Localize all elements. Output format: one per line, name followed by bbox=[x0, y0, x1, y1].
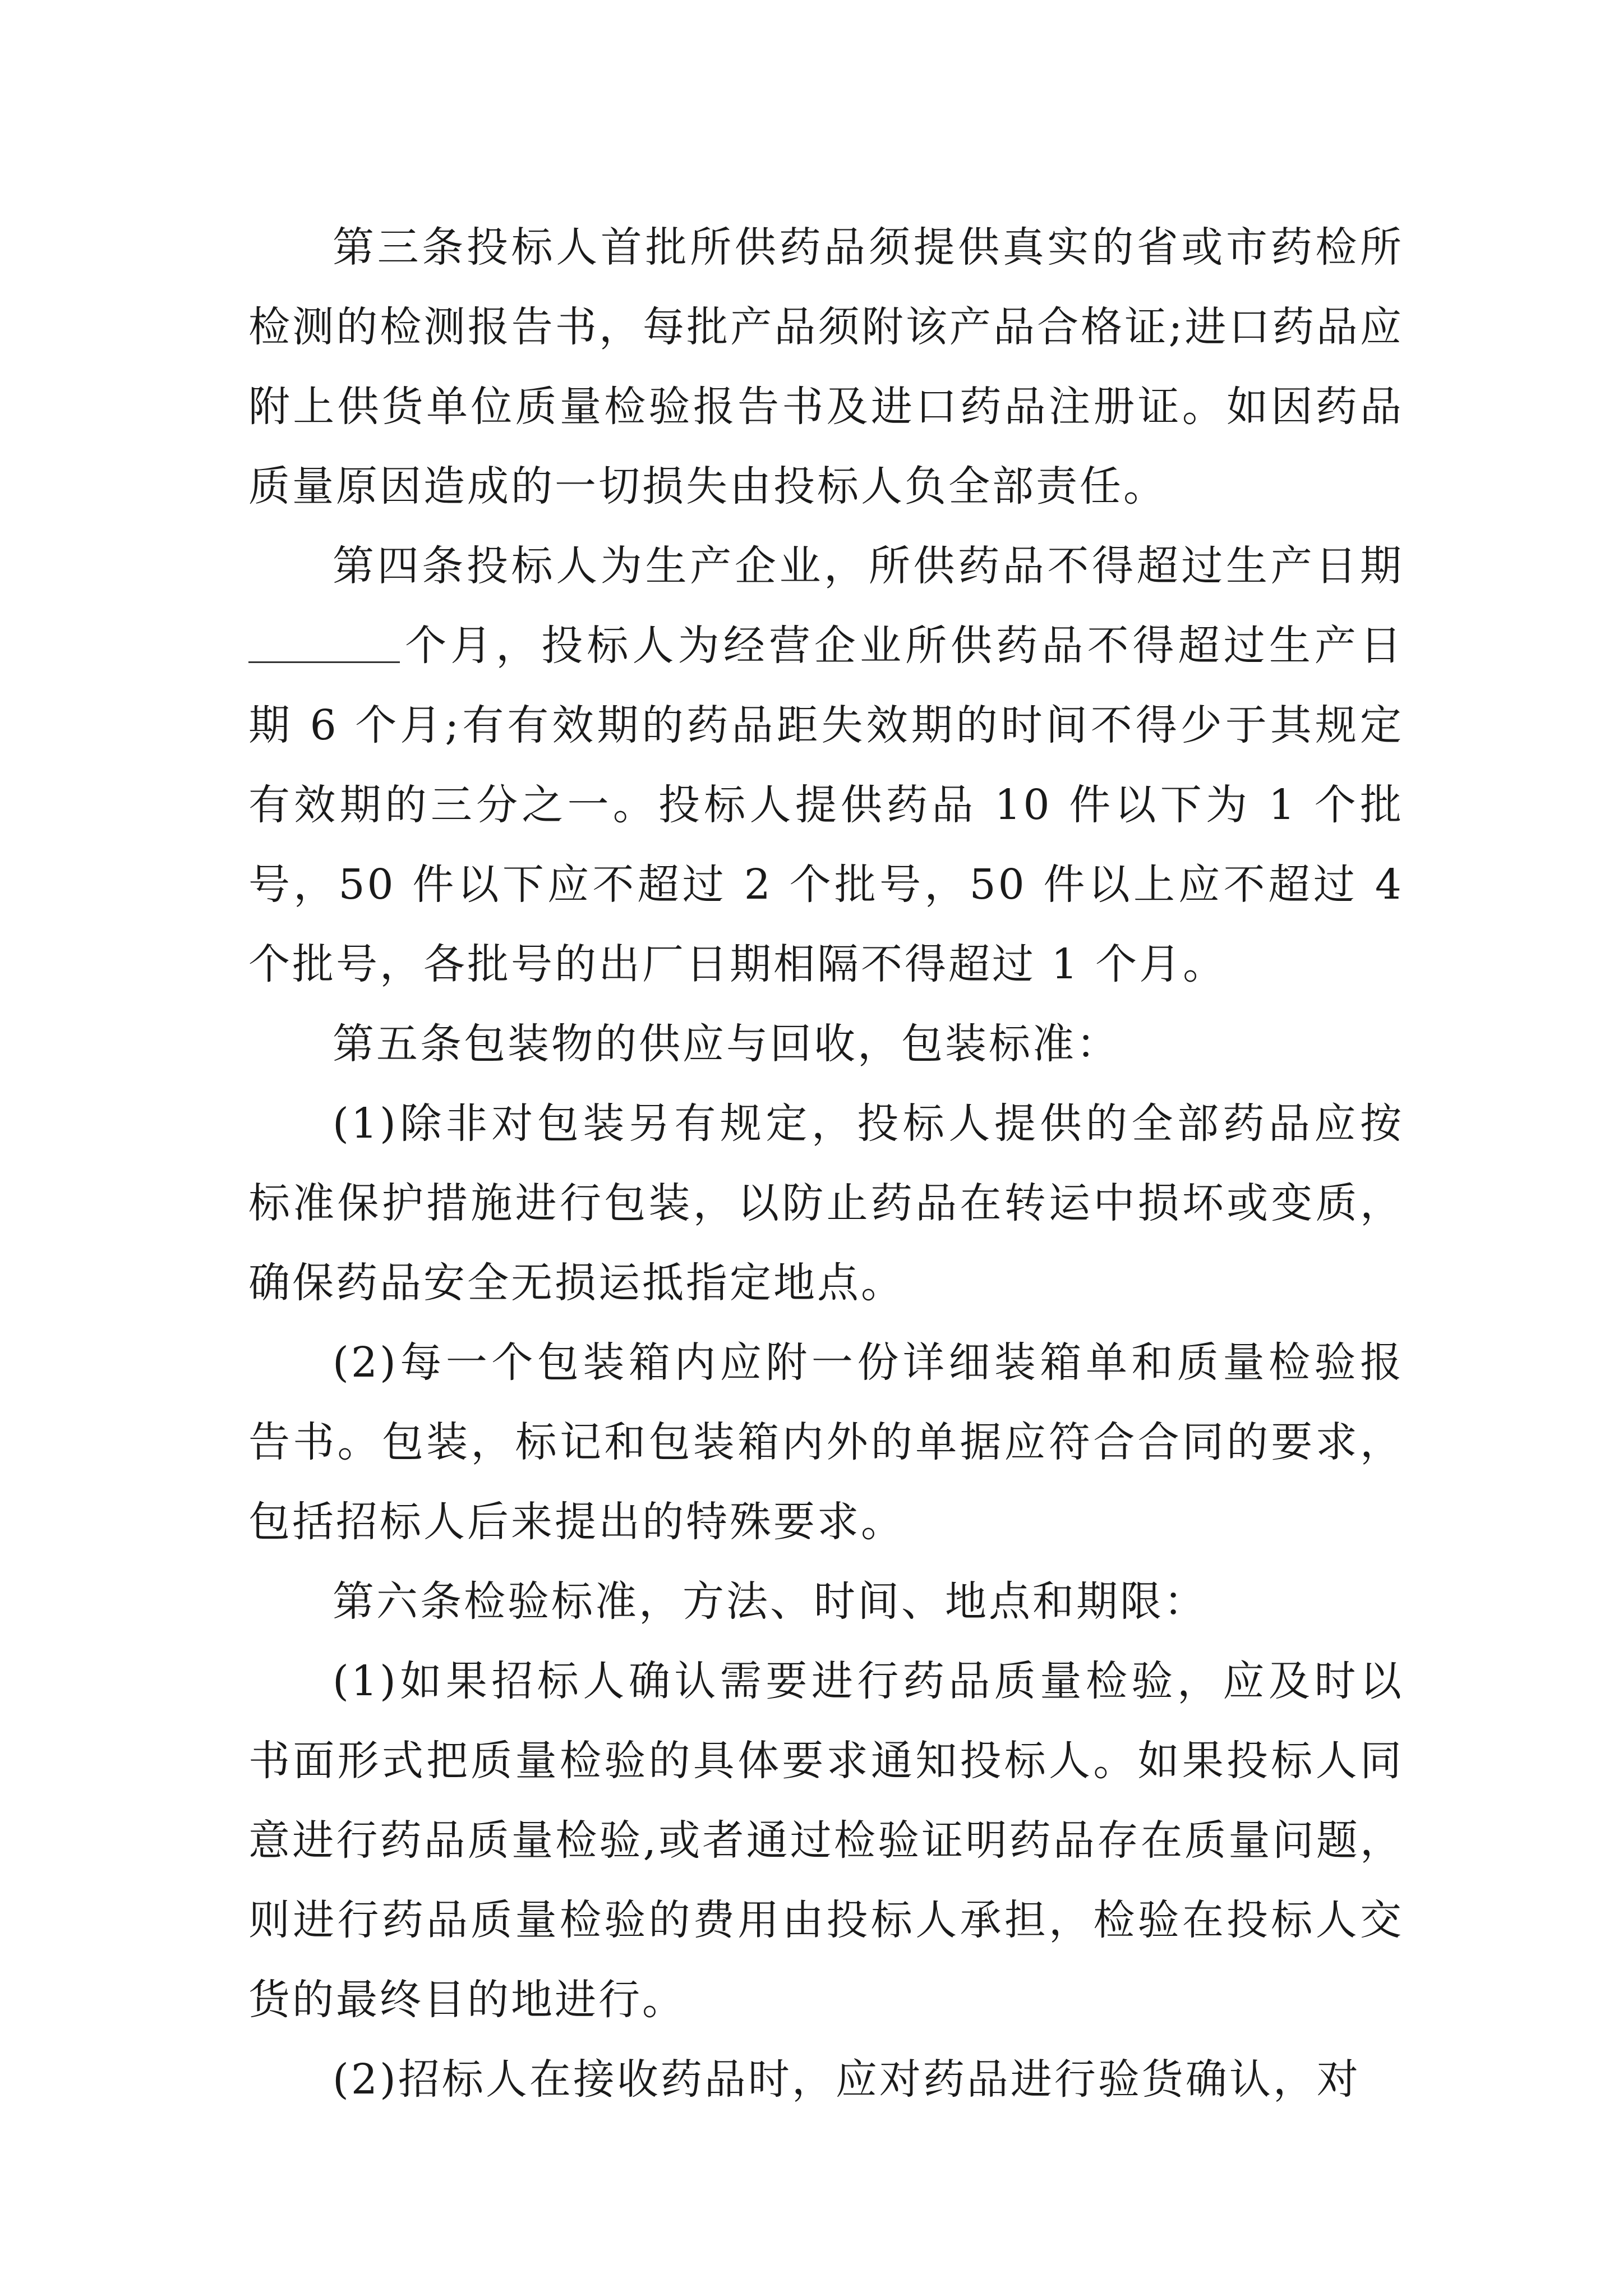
paragraph-article-5 bbox=[248, 1004, 1404, 1084]
fill-in-blank bbox=[248, 620, 400, 663]
paragraph-text: 第三条投标人首批所供药品须提供真实的省或市药检所检测的检测报告书，每批产品须附该产品合格证;进口药品应附上供货单位质量检验报告书及进口药品注册证。如因药品质量原因造成的一切损失由投标人负全部责任。 bbox=[248, 223, 1404, 510]
paragraph-text: 第六条检验标准，方法、时间、地点和期限： bbox=[333, 1577, 1207, 1626]
paragraph-text: (2)每一个包装箱内应附一份详细装箱单和质量检验报告书。包装，标记和包装箱内外的单据应符合合同的要求，包括招标人后来提出的特殊要求。 bbox=[248, 1338, 1404, 1546]
paragraph-text-before-blank: 第四条投标人为生产企业，所供药品不得超过生产日期 bbox=[333, 542, 1404, 590]
paragraph-article-5-item-1 bbox=[248, 1084, 1404, 1323]
paragraph-text: (1)如果招标人确认需要进行药品质量检验，应及时以书面形式把质量检验的具体要求通知投标人。如果投标人同意进行药品质量检验,或者通过检验证明药品存在质量问题，则进行药品质量检验的费用由投标人承担，检验在投标人交货的最终目的地进行。 bbox=[248, 1657, 1404, 2024]
paragraph-article-6-item-1 bbox=[248, 1641, 1404, 2040]
paragraph-text: (2)招标人在接收药品时，应对药品进行验货确认，对 bbox=[333, 2055, 1361, 2104]
paragraph-text: (1)除非对包装另有规定，投标人提供的全部药品应按标准保护措施进行包装，以防止药品在转运中损坏或变质，确保药品安全无损运抵指定地点。 bbox=[248, 1099, 1404, 1307]
paragraph-article-6 bbox=[248, 1562, 1404, 1641]
paragraph-text: 第五条包装物的供应与回收，包装标准： bbox=[333, 1020, 1120, 1068]
paragraph-article-5-item-2 bbox=[248, 1323, 1404, 1562]
paragraph-article-6-item-2 bbox=[248, 2040, 1404, 2119]
paragraph-text-after-blank: 个月，投标人为经营企业所供药品不得超过生产日期 6 个月;有有效期的药品距失效期的时间不得少于其规定有效期的三分之一。投标人提供药品 10 件以下为 1 个批号，50 件以下应不超过 2 个批号，50 件以上应不超过 4 个批号，各批号的出厂日期相隔不得超过 1 个月。 bbox=[248, 622, 1404, 988]
document-body bbox=[248, 208, 1404, 2119]
paragraph-article-4 bbox=[248, 526, 1404, 1004]
paragraph-article-3 bbox=[248, 208, 1404, 526]
